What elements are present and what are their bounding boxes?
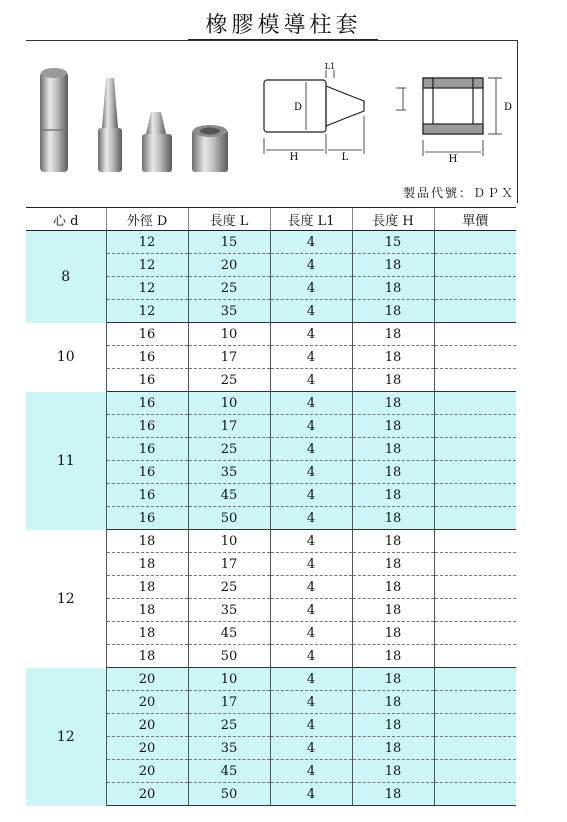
length-l-cell: 35 — [188, 461, 270, 484]
length-l-cell: 35 — [188, 300, 270, 323]
length-l-cell: 15 — [188, 231, 270, 254]
outer-d-cell: 20 — [106, 737, 188, 760]
length-h-cell: 18 — [352, 668, 434, 691]
dim-l-label: L — [341, 152, 349, 163]
price-cell — [434, 277, 516, 300]
product-code: 製品代號：ＤＰＸ — [402, 186, 515, 200]
length-h-cell: 18 — [352, 392, 434, 415]
length-l1-cell: 4 — [270, 415, 352, 438]
length-l1-cell: 4 — [270, 553, 352, 576]
outer-d-cell: 20 — [106, 783, 188, 806]
length-l1-cell: 4 — [270, 254, 352, 277]
length-h-cell: 18 — [352, 714, 434, 737]
length-l-cell: 35 — [188, 599, 270, 622]
length-l-cell: 45 — [188, 484, 270, 507]
length-h-cell: 18 — [352, 553, 434, 576]
length-h-cell: 18 — [352, 346, 434, 369]
length-h-cell: 18 — [352, 599, 434, 622]
length-h-cell: 18 — [352, 783, 434, 806]
outer-d-cell: 18 — [106, 576, 188, 599]
length-l1-cell: 4 — [270, 622, 352, 645]
length-l-cell: 17 — [188, 553, 270, 576]
price-cell — [434, 553, 516, 576]
length-l1-cell: 4 — [270, 300, 352, 323]
length-l1-cell: 4 — [270, 507, 352, 530]
price-cell — [434, 530, 516, 553]
outer-d-cell: 18 — [106, 530, 188, 553]
outer-d-cell: 18 — [106, 599, 188, 622]
length-l-cell: 17 — [188, 346, 270, 369]
length-l1-cell: 4 — [270, 737, 352, 760]
page-title: 橡膠模導柱套 — [205, 13, 362, 38]
header-row — [26, 208, 516, 231]
price-cell — [434, 254, 516, 277]
outer-d-cell: 16 — [106, 369, 188, 392]
price-cell — [434, 484, 516, 507]
outer-d-cell: 12 — [106, 277, 188, 300]
length-l-cell: 10 — [188, 392, 270, 415]
length-l-cell: 45 — [188, 760, 270, 783]
outer-d-cell: 16 — [106, 484, 188, 507]
length-h-cell: 18 — [352, 277, 434, 300]
guide-bushing-short — [192, 125, 228, 172]
price-cell — [434, 645, 516, 668]
outer-d-cell: 20 — [106, 760, 188, 783]
length-h-cell: 18 — [352, 507, 434, 530]
length-l1-cell: 4 — [270, 323, 352, 346]
dim-l1-label: L1 — [324, 62, 336, 71]
table-row — [26, 668, 516, 691]
dimension-drawing — [256, 60, 516, 165]
dim-d-bushing-label: D — [503, 102, 513, 113]
length-h-cell: 18 — [352, 461, 434, 484]
length-l1-cell: 4 — [270, 668, 352, 691]
header-length-h: 長度 H — [352, 208, 434, 231]
length-l1-cell: 4 — [270, 783, 352, 806]
length-l-cell: 25 — [188, 369, 270, 392]
length-l1-cell: 4 — [270, 346, 352, 369]
length-l1-cell: 4 — [270, 530, 352, 553]
length-l-cell: 10 — [188, 530, 270, 553]
table-row — [26, 323, 516, 346]
outer-d-cell: 16 — [106, 323, 188, 346]
length-h-cell: 18 — [352, 438, 434, 461]
length-l-cell: 50 — [188, 645, 270, 668]
price-cell — [434, 622, 516, 645]
length-l-cell: 25 — [188, 438, 270, 461]
length-h-cell: 18 — [352, 760, 434, 783]
outer-d-cell: 16 — [106, 415, 188, 438]
core-diameter-cell: 11 — [26, 392, 106, 530]
price-cell — [434, 323, 516, 346]
price-cell — [434, 231, 516, 254]
core-diameter-cell: 10 — [26, 323, 106, 392]
price-cell — [434, 346, 516, 369]
header-length-l: 長度 L — [188, 208, 270, 231]
outer-d-cell: 18 — [106, 553, 188, 576]
length-h-cell: 15 — [352, 231, 434, 254]
price-cell — [434, 461, 516, 484]
length-l-cell: 35 — [188, 737, 270, 760]
length-h-cell: 18 — [352, 530, 434, 553]
table-row — [26, 530, 516, 553]
header-price: 單價 — [434, 208, 516, 231]
price-cell — [434, 369, 516, 392]
length-h-cell: 18 — [352, 323, 434, 346]
length-l-cell: 10 — [188, 668, 270, 691]
table-row — [26, 231, 516, 254]
outer-d-cell: 12 — [106, 300, 188, 323]
length-h-cell: 18 — [352, 645, 434, 668]
length-l-cell: 17 — [188, 691, 270, 714]
length-h-cell: 18 — [352, 369, 434, 392]
length-h-cell: 18 — [352, 254, 434, 277]
price-cell — [434, 438, 516, 461]
price-cell — [434, 392, 516, 415]
length-l1-cell: 4 — [270, 369, 352, 392]
length-l1-cell: 4 — [270, 231, 352, 254]
price-cell — [434, 415, 516, 438]
core-diameter-cell: 8 — [26, 231, 106, 323]
length-l1-cell: 4 — [270, 760, 352, 783]
outer-d-cell: 12 — [106, 254, 188, 277]
length-h-cell: 18 — [352, 300, 434, 323]
outer-d-cell: 16 — [106, 438, 188, 461]
length-l-cell: 25 — [188, 714, 270, 737]
core-diameter-cell: 12 — [26, 668, 106, 806]
length-l-cell: 25 — [188, 576, 270, 599]
price-cell — [434, 760, 516, 783]
length-h-cell: 18 — [352, 691, 434, 714]
price-cell — [434, 783, 516, 806]
outer-d-cell: 16 — [106, 507, 188, 530]
outer-d-cell: 20 — [106, 668, 188, 691]
guide-pin-tall — [98, 78, 122, 172]
length-l-cell: 10 — [188, 323, 270, 346]
price-cell — [434, 300, 516, 323]
outer-d-cell: 16 — [106, 461, 188, 484]
length-l1-cell: 4 — [270, 438, 352, 461]
outer-d-cell: 16 — [106, 392, 188, 415]
length-l1-cell: 4 — [270, 484, 352, 507]
length-l1-cell: 4 — [270, 277, 352, 300]
header-core: 心 d — [26, 208, 106, 231]
table-row — [26, 392, 516, 415]
length-l1-cell: 4 — [270, 599, 352, 622]
length-l-cell: 20 — [188, 254, 270, 277]
dim-d-outer-label: D — [293, 102, 303, 113]
length-l1-cell: 4 — [270, 461, 352, 484]
price-cell — [434, 668, 516, 691]
header-outer-d: 外徑 D — [106, 208, 188, 231]
length-h-cell: 18 — [352, 576, 434, 599]
dim-h-bushing-label: H — [448, 154, 458, 165]
price-cell — [434, 714, 516, 737]
price-cell — [434, 691, 516, 714]
outer-d-cell: 18 — [106, 645, 188, 668]
outer-d-cell: 16 — [106, 346, 188, 369]
spec-table — [26, 207, 516, 806]
length-l1-cell: 4 — [270, 576, 352, 599]
length-l1-cell: 4 — [270, 691, 352, 714]
length-h-cell: 18 — [352, 622, 434, 645]
length-h-cell: 18 — [352, 415, 434, 438]
guide-bushing-long — [40, 68, 68, 172]
length-h-cell: 18 — [352, 737, 434, 760]
product-photo — [30, 60, 250, 180]
length-l-cell: 17 — [188, 415, 270, 438]
price-cell — [434, 507, 516, 530]
length-l1-cell: 4 — [270, 645, 352, 668]
outer-d-cell: 20 — [106, 691, 188, 714]
core-diameter-cell: 12 — [26, 530, 106, 668]
length-l-cell: 50 — [188, 507, 270, 530]
outer-d-cell: 18 — [106, 622, 188, 645]
length-l-cell: 25 — [188, 277, 270, 300]
price-cell — [434, 576, 516, 599]
header-length-l1: 長度 L1 — [270, 208, 352, 231]
length-l1-cell: 4 — [270, 714, 352, 737]
dim-h-label: H — [289, 152, 299, 163]
length-h-cell: 18 — [352, 484, 434, 507]
price-cell — [434, 737, 516, 760]
price-cell — [434, 599, 516, 622]
length-l-cell: 50 — [188, 783, 270, 806]
length-l1-cell: 4 — [270, 392, 352, 415]
outer-d-cell: 12 — [106, 231, 188, 254]
outer-d-cell: 20 — [106, 714, 188, 737]
guide-pin-short — [142, 112, 172, 172]
length-l-cell: 45 — [188, 622, 270, 645]
